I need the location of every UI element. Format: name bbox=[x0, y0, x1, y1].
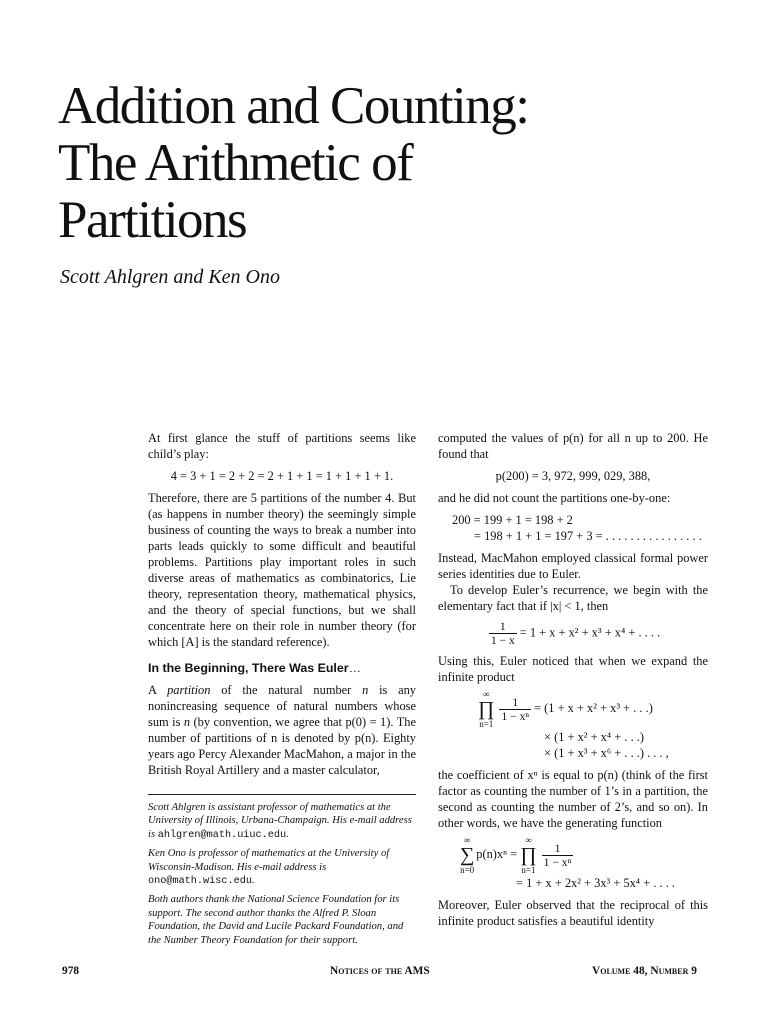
text-run: A bbox=[148, 683, 168, 697]
page-number: 978 bbox=[62, 965, 80, 977]
paragraph: computed the values of p(n) for all n up to 200. He found that bbox=[438, 431, 708, 461]
footnote-text: Scott Ahlgren is assistant professor of mathematics at the University of Illinois, Urbana-Champaign. His e-mail address is bbox=[148, 802, 412, 840]
numerator: 1 bbox=[542, 842, 574, 856]
equation-line: × (1 + x³ + x⁶ + . . .) . . . , bbox=[544, 746, 669, 760]
numerator: 1 bbox=[489, 620, 517, 634]
defined-term: partition bbox=[167, 683, 211, 697]
denominator: 1 − x bbox=[490, 634, 515, 647]
right-column bbox=[438, 430, 708, 929]
equation-rhs: = (1 + x + x² + x³ + . . .) bbox=[534, 700, 653, 715]
product-symbol: ∏ bbox=[520, 844, 537, 866]
footnote-acknowledgements: Both authors thank the National Science Foundation for its support. The second author thanks the Alfred P. Sloan Foundation, the David and Lucile Packard Foundation, and the Number Theory Foundation for their support. bbox=[148, 894, 404, 946]
article-title bbox=[58, 78, 738, 249]
title-line: Partitions bbox=[58, 191, 247, 249]
authors: Scott Ahlgren and Ken Ono bbox=[60, 266, 280, 288]
journal-name: Notices of the AMS bbox=[330, 965, 430, 977]
equation-rhs: = 1 + x + x² + x³ + x⁴ + . . . . bbox=[519, 625, 661, 640]
footnote-ahlgren: Scott Ahlgren is assistant professor of mathematics at the University of Illinois, Urbana-Champaign. His e-mail address is ahlgren@math.uiuc.edu. bbox=[148, 802, 412, 841]
text-run: of the natural number bbox=[210, 683, 363, 697]
footnote-ono: Ken Ono is professor of mathematics at the University of Wisconsin-Madison. His e-mail address is ono@math.wisc.edu. bbox=[148, 848, 390, 888]
email-link[interactable]: ono@math.wisc.edu bbox=[148, 876, 252, 888]
equation: 4 = 3 + 1 = 2 + 2 = 2 + 1 + 1 = 1 + 1 + 1 + 1. bbox=[170, 469, 394, 483]
section-heading-text: In the Beginning, There Was Euler bbox=[148, 661, 349, 675]
equation-line: = 1 + x + 2x² + 3x³ + 5x⁴ + . . . . bbox=[516, 876, 675, 890]
sum-operator bbox=[460, 835, 474, 875]
paragraph: Moreover, Euler observed that the reciprocal of this infinite product satisfies a beautiful identity bbox=[438, 898, 708, 928]
text-run: (by convention, we agree that p(0) = 1). The number of partitions of n is denoted by p(n). Eighty years ago Percy Alexander MacMahon, a major in the British Royal Artillery and a master calculator, bbox=[148, 715, 416, 777]
paragraph bbox=[148, 682, 416, 778]
fraction bbox=[542, 842, 574, 869]
fraction bbox=[489, 620, 517, 647]
equation: p(200) = 3, 972, 999, 029, 388, bbox=[495, 469, 651, 483]
numerator: 1 bbox=[499, 696, 531, 710]
sum-symbol: ∑ bbox=[460, 844, 475, 866]
section-heading-dots: … bbox=[348, 661, 361, 675]
equation bbox=[478, 689, 708, 729]
operator-lower: n=0 bbox=[460, 865, 475, 875]
text-run: is any nonincreasing sequence of natural numbers whose sum is bbox=[148, 683, 417, 729]
paragraph: Therefore, there are 5 partitions of the number 4. But (as happens in number theory) the seemingly simple business of counting the ways to break a number into parts leads quickly to some difficult and beautiful problems. Partitions play important roles in such diverse areas of mathematics as combinatorics, Lie theory, representation theory, mathematical physics, and the theory of special functions, but we shall concentrate here on their role in number theory (for which [A] is the standard reference). bbox=[148, 491, 416, 649]
title-line: The Arithmetic of bbox=[58, 134, 413, 192]
equation-line: = 198 + 1 + 1 = 197 + 3 = . . . . . . . . . . . . . . . . bbox=[474, 529, 702, 543]
equation-line: × (1 + x² + x⁴ + . . .) bbox=[544, 730, 644, 744]
equation-middle: p(n)xⁿ = bbox=[476, 846, 518, 861]
operator-lower: n=1 bbox=[479, 719, 494, 729]
operator-upper: ∞ bbox=[463, 835, 471, 845]
equation bbox=[438, 620, 708, 647]
section-heading bbox=[148, 660, 416, 676]
paragraph: To develop Euler’s recurrence, we begin with the elementary fact that if |x| < 1, then bbox=[438, 583, 708, 613]
operator-upper: ∞ bbox=[525, 835, 532, 845]
math-var: n bbox=[183, 715, 191, 729]
product-symbol: ∏ bbox=[478, 698, 495, 720]
paragraph: and he did not count the partitions one-by-one: bbox=[438, 491, 671, 505]
equation bbox=[460, 835, 708, 875]
fraction bbox=[499, 696, 531, 723]
paragraph: Instead, MacMahon employed classical formal power series identities due to Euler. bbox=[438, 551, 708, 581]
left-column bbox=[148, 430, 416, 952]
product-operator bbox=[520, 835, 536, 875]
footnote-text: Ken Ono is professor of mathematics at the University of Wisconsin-Madison. His e-mail address is bbox=[148, 848, 390, 873]
denominator: 1 − xⁿ bbox=[543, 855, 572, 869]
operator-lower: n=1 bbox=[521, 865, 536, 875]
paragraph: Using this, Euler noticed that when we expand the infinite product bbox=[438, 654, 708, 684]
email-link[interactable]: ahlgren@math.uiuc.edu bbox=[157, 829, 287, 841]
footnote-divider bbox=[148, 794, 416, 795]
math-var: n bbox=[362, 683, 369, 697]
denominator: 1 − xⁿ bbox=[501, 709, 530, 723]
paragraph: the coefficient of xⁿ is equal to p(n) (think of the first factor as counting the number of 1’s in a partition, the second as counting the number of 2’s, and so on). In other words, we have the generating function bbox=[438, 768, 708, 830]
paragraph: At first glance the stuff of partitions seems like child’s play: bbox=[148, 431, 416, 461]
title-line: Addition and Counting: bbox=[58, 77, 529, 135]
equation-block bbox=[438, 512, 708, 544]
product-operator bbox=[478, 689, 494, 729]
volume-info: Volume 48, Number 9 bbox=[592, 965, 697, 977]
operator-upper: ∞ bbox=[483, 689, 490, 699]
equation-line: 200 = 199 + 1 = 198 + 2 bbox=[452, 513, 573, 527]
